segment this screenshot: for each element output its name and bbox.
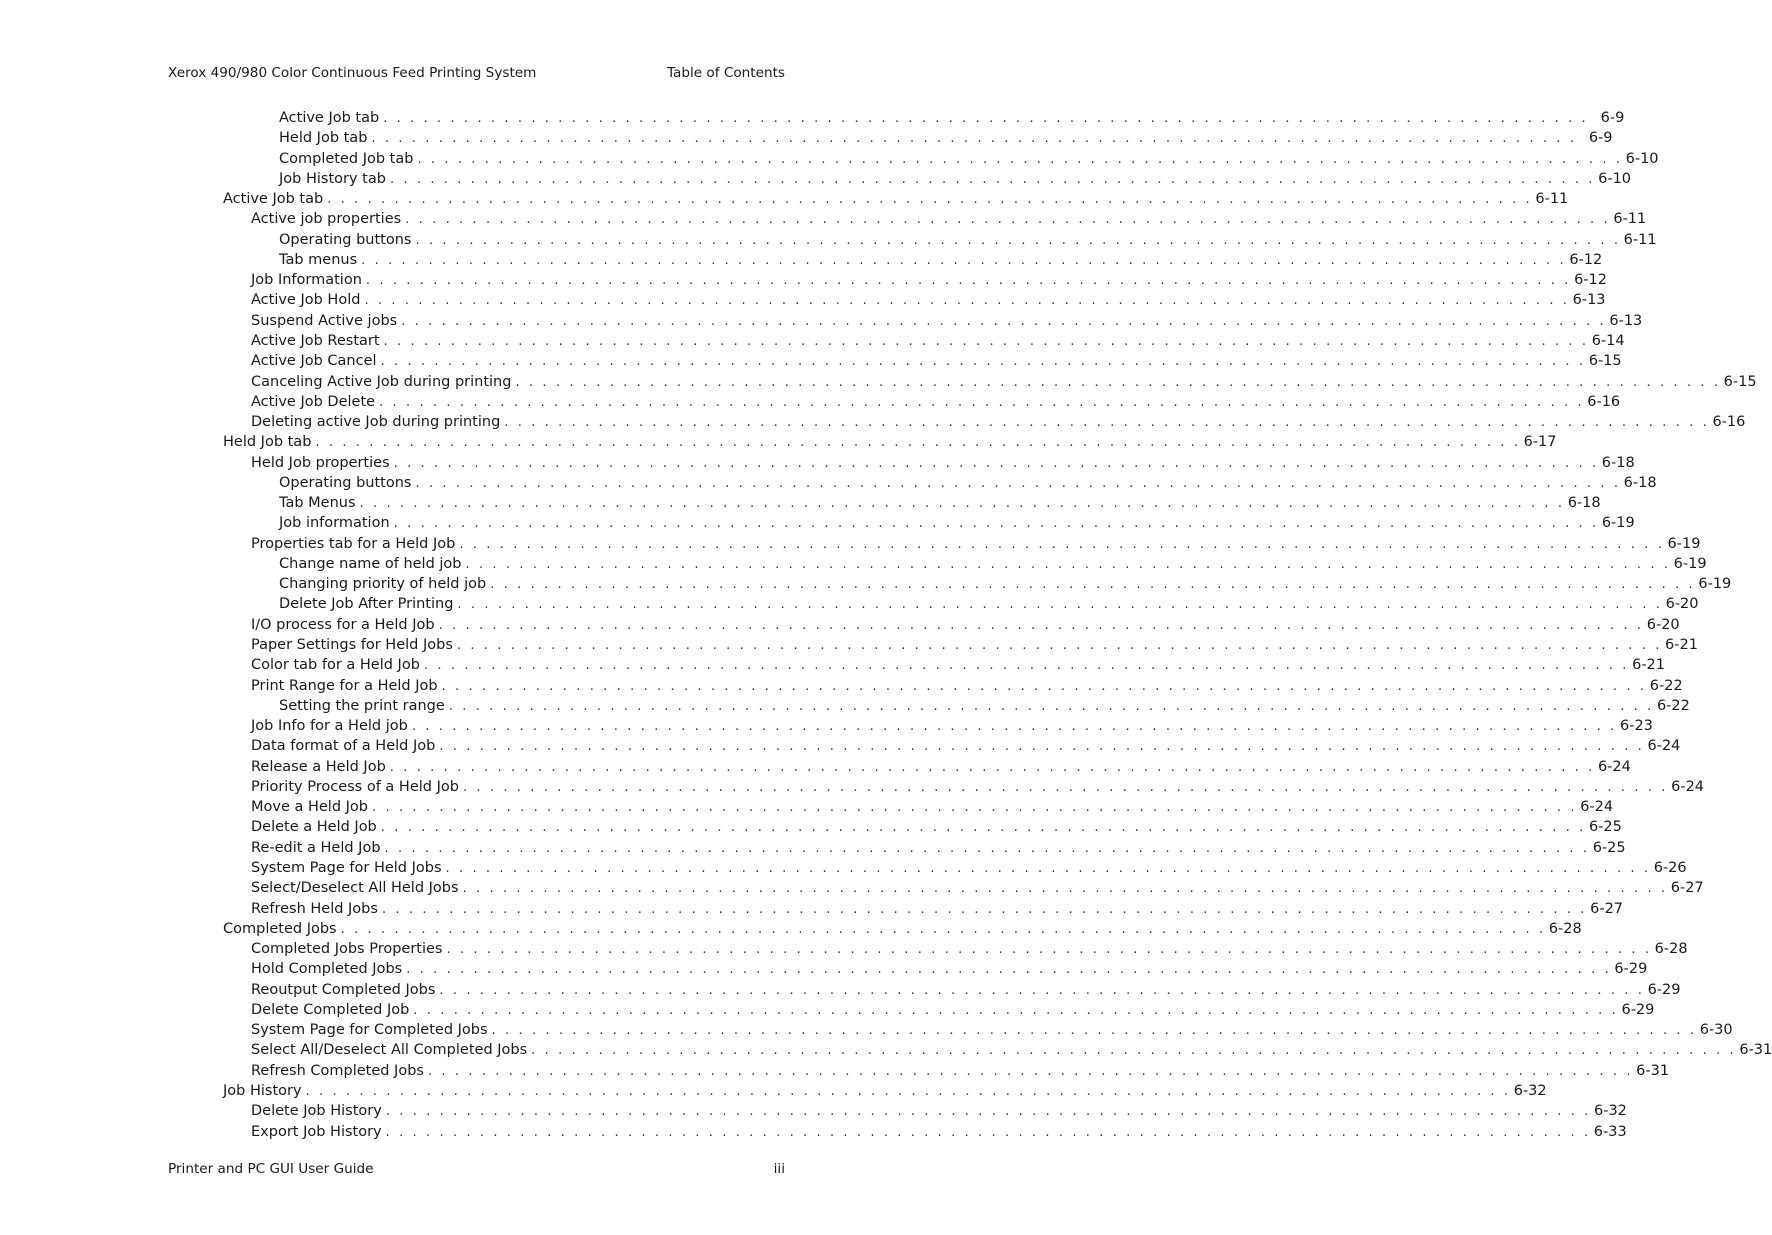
- toc-entry-page: 6-19: [1673, 556, 1707, 572]
- dot-leader: . . . . . . . . . . . . . . . . . . . . . . . . . . . . . . . . . . . . . . . . . . . . . . . . . . . . . . . . . . . . . . . . . . . . . . . . . . . . . . . . . . . . . . . . . .: [406, 962, 1612, 977]
- toc-entry[interactable]: [251, 351, 1622, 371]
- dot-leader: . . . . . . . . . . . . . . . . . . . . . . . . . . . . . . . . . . . . . . . . . . . . . . . . . . . . . . . . . . . . . . . . . . . . . . . . . . . . . . . . . . . . . . . . . .: [462, 881, 1668, 896]
- toc-entry-title: Held Job properties: [251, 455, 390, 471]
- dot-leader: . . . . . . . . . . . . . . . . . . . . . . . . . . . . . . . . . . . . . . . . . . . . . . . . . . . . . . . . . . . . . . . . . . . . . . . . . . . . . . . . . . . . . . . . . .: [417, 152, 1623, 167]
- dot-leader: . . . . . . . . . . . . . . . . . . . . . . . . . . . . . . . . . . . . . . . . . . . . . . . . . . . . . . . . . . . . . . . . . . . . . . . . . . . . . . . . . . . . . . . . . .: [401, 314, 1607, 329]
- toc-entry-page: 6-11: [1623, 232, 1657, 248]
- toc-entry[interactable]: [251, 655, 1666, 675]
- toc-entry-page: 6-31: [1636, 1063, 1670, 1079]
- toc-entry-title: Setting the print range: [279, 698, 445, 714]
- toc-entry[interactable]: [279, 574, 1732, 594]
- toc-entry-title: Changing priority of held job: [279, 576, 487, 592]
- toc-entry[interactable]: [279, 594, 1699, 614]
- toc-entry-title: Active Job Hold: [251, 292, 361, 308]
- dot-leader: . . . . . . . . . . . . . . . . . . . . . . . . . . . . . . . . . . . . . . . . . . . . . . . . . . . . . . . . . . . . . . . . . . . . . . . . . . . . . . . . . . . . . . . . . .: [364, 293, 1570, 308]
- toc-entry-title: Job information: [279, 515, 390, 531]
- toc-entry[interactable]: [279, 473, 1657, 493]
- toc-entry-title: Job Information: [251, 272, 362, 288]
- dot-leader: . . . . . . . . . . . . . . . . . . . . . . . . . . . . . . . . . . . . . . . . . . . . . . . . . . . . . . . . . . . . . . . . . . . . . . . . . . . . . . . . . . . . . . . . . .: [393, 456, 1599, 471]
- page-footer: [168, 1161, 785, 1177]
- toc-entry-page: 6-15: [1723, 374, 1757, 390]
- page-header: [168, 65, 785, 81]
- toc-entry-page: 6-24: [1597, 759, 1631, 775]
- dot-leader: . . . . . . . . . . . . . . . . . . . . . . . . . . . . . . . . . . . . . . . . . . . . . . . . . . . . . . . . . . . . . . . . . . . . . . . . . . . . . . . . . . . . . . . . . .: [372, 800, 1578, 815]
- toc-entry[interactable]: [279, 513, 1635, 533]
- toc-entry-title: Active job properties: [251, 211, 402, 227]
- toc-entry-page: 6-11: [1613, 211, 1647, 227]
- toc-entry-title: Job History tab: [279, 171, 386, 187]
- toc-entry[interactable]: [251, 331, 1625, 351]
- toc-entry-title: Select All/Deselect All Completed Jobs: [251, 1042, 528, 1058]
- toc-entry[interactable]: [251, 939, 1688, 959]
- dot-leader: . . . . . . . . . . . . . . . . . . . . . . . . . . . . . . . . . . . . . . . . . . . . . . . . . . . . . . . . . . . . . . . . . . . . . . . . . . . . . . . . . . . . . . . . . .: [380, 820, 1586, 835]
- toc-entry-page: 6-22: [1656, 698, 1690, 714]
- toc-entry[interactable]: [223, 1081, 1547, 1101]
- dot-leader: . . . . . . . . . . . . . . . . . . . . . . . . . . . . . . . . . . . . . . . . . . . . . . . . . . . . . . . . . . . . . . . . . . . . . . . . . . . . . . . . . . . . . . . . . .: [491, 1023, 1697, 1038]
- toc-entry-page: 6-19: [1601, 515, 1635, 531]
- dot-leader: . . . . . . . . . . . . . . . . . . . . . . . . . . . . . . . . . . . . . . . . . . . . . . . . . . . . . . . . . . . . . . . . . . . . . . . . . . . . . . . . . . . . . . . . . .: [389, 172, 1596, 187]
- toc-entry-title: I/O process for a Held Job: [251, 617, 435, 633]
- header-document-title: Xerox 490/980 Color Continuous Feed Printing System: [168, 65, 537, 81]
- toc-entry-page: 6-18: [1601, 455, 1635, 471]
- toc-entry-page: 6-16: [1587, 394, 1621, 410]
- toc-entry-title: Job History: [223, 1083, 302, 1099]
- toc-entry-page: 6-9: [1588, 130, 1613, 146]
- toc-entry[interactable]: [251, 311, 1643, 331]
- toc-entry[interactable]: [251, 899, 1624, 919]
- dot-leader: . . . . . . . . . . . . . . . . . . . . . . . . . . . . . . . . . . . . . . . . . . . . . . . . . . . . . . . . . . . . . . . . . . . . . . . . . . . . . . . . . . . . . . . . . .: [405, 212, 1611, 227]
- toc-entry-title: Export Job History: [251, 1124, 382, 1140]
- toc-entry[interactable]: [251, 412, 1746, 432]
- toc-entry-page: 6-12: [1574, 272, 1607, 288]
- toc-entry[interactable]: [223, 919, 1582, 939]
- toc-entry[interactable]: [251, 817, 1622, 837]
- dot-leader: . . . . . . . . . . . . . . . . . . . . . . . . . . . . . . . . . . . . . . . . . . . . . . . . . . . . . . . . . . . . . . . . . . . . . . . . . . . . . . . . . . . . . . . . . .: [445, 861, 1651, 876]
- toc-entry-page: 6-30: [1699, 1022, 1733, 1038]
- dot-leader: . . . . . . . . . . . . . . . . . . . . . . . . . . . . . . . . . . . . . . . . . . . . . . . . . . . . . . . . . . . . . . . . . . . . . . . . . . . . . . . . . . . . . . . . . .: [380, 354, 1586, 369]
- toc-entry-title: Completed Jobs Properties: [251, 941, 443, 957]
- toc-entry[interactable]: [251, 290, 1606, 310]
- toc-entry[interactable]: [251, 959, 1648, 979]
- toc-entry[interactable]: [279, 169, 1632, 189]
- toc-entry-title: Re-edit a Held Job: [251, 840, 381, 856]
- dot-leader: . . . . . . . . . . . . . . . . . . . . . . . . . . . . . . . . . . . . . . . . . . . . . . . . . . . . . . . . . . . . . . . . . . . . . . . . . . . . . . . . . . . . . . . . . .: [427, 1064, 1634, 1079]
- toc-entry-title: Tab Menus: [279, 495, 356, 511]
- toc-entry-page: 6-19: [1698, 576, 1732, 592]
- dot-leader: . . . . . . . . . . . . . . . . . . . . . . . . . . . . . . . . . . . . . . . . . . . . . . . . . . . . . . . . . . . . . . . . . . . . . . . . . . . . . . . . . . . . . . . . . .: [383, 334, 1589, 349]
- toc-entry-page: 6-26: [1653, 860, 1687, 876]
- toc-entry[interactable]: [251, 878, 1704, 898]
- toc-entry-page: 6-23: [1620, 718, 1653, 734]
- toc-entry-title: Color tab for a Held Job: [251, 657, 420, 673]
- toc-entry-title: Completed Jobs: [223, 921, 337, 937]
- toc-entry[interactable]: [251, 1020, 1733, 1040]
- dot-leader: . . . . . . . . . . . . . . . . . . . . . . . . . . . . . . . . . . . . . . . . . . . . . . . . . . . . . . . . . . . . . . . . . . . . . . . . . . . . . . . . . . . . . . . . . .: [490, 577, 1696, 592]
- dot-leader: . . . . . . . . . . . . . . . . . . . . . . . . . . . . . . . . . . . . . . . . . . . . . . . . . . . . . . . . . . . . . . . . . . . . . . . . . . . . . . . . . . . . . . . . . .: [393, 516, 1599, 531]
- dot-leader: . . . . . . . . . . . . . . . . . . . . . . . . . . . . . . . . . . . . . . . . . . . . . . . . . . . . . . . . . . . . . . . . . . . . . . . . . . . . . . . . . . . . . . . . . .: [446, 942, 1652, 957]
- dot-leader: . . . . . . . . . . . . . . . . . . . . . . . . . . . . . . . . . . . . . . . . . . . . . . . . . . . . . . . . . . . . . . . . . . . . . . . . . . . . . . . . . . . . . . . . . .: [415, 476, 1621, 491]
- toc-entry[interactable]: [251, 736, 1681, 756]
- toc-entry-page: 6-15: [1588, 353, 1622, 369]
- toc-entry-title: Active Job Restart: [251, 333, 380, 349]
- toc-entry[interactable]: [251, 838, 1626, 858]
- toc-entry-title: Active Job Cancel: [251, 353, 377, 369]
- toc-entry-title: Properties tab for a Held Job: [251, 536, 456, 552]
- toc-entry-title: Suspend Active jobs: [251, 313, 398, 329]
- dot-leader: . . . . . . . . . . . . . . . . . . . . . . . . . . . . . . . . . . . . . . . . . . . . . . . . . . . . . . . . . . . . . . . . . . . . . . . . . . . . . . . . . . . . . . . . . .: [361, 253, 1567, 268]
- toc-entry[interactable]: [279, 493, 1601, 513]
- toc-entry[interactable]: [279, 230, 1657, 250]
- dot-leader: . . . . . . . . . . . . . . . . . . . . . . . . . . . . . . . . . . . . . . . . . . . . . . . . . . . . . . . . . . . . . . . . . . . . . . . . . . . . . . . . . . . . . . . . . .: [504, 415, 1710, 430]
- footer-page-number: iii: [773, 1161, 785, 1177]
- toc-entry-page: 6-20: [1665, 596, 1699, 612]
- toc-entry-page: 6-25: [1592, 840, 1626, 856]
- dot-leader: . . . . . . . . . . . . . . . . . . . . . . . . . . . . . . . . . . . . . . . . . . . . . . . . . . . . . . . . . . . . . . . . . . . . . . . . . . . . . . . . . . . . . . . . . .: [384, 841, 1590, 856]
- toc-entry-page: 6-21: [1665, 637, 1698, 653]
- toc-entry-title: Operating buttons: [279, 475, 412, 491]
- toc-entry-title: Change name of held job: [279, 556, 462, 572]
- toc-entry-title: Paper Settings for Held Jobs: [251, 637, 453, 653]
- toc-entry-title: Active Job Delete: [251, 394, 376, 410]
- toc-entry[interactable]: [251, 1000, 1655, 1020]
- dot-leader: . . . . . . . . . . . . . . . . . . . . . . . . . . . . . . . . . . . . . . . . . . . . . . . . . . . . . . . . . . . . . . . . . . . . . . . . . . . . . . . . . . . . . . . . . .: [462, 780, 1669, 795]
- toc-entry[interactable]: [251, 1101, 1627, 1121]
- toc-entry[interactable]: [251, 392, 1621, 412]
- header-section-title: Table of Contents: [666, 65, 785, 81]
- toc-entry[interactable]: [251, 797, 1614, 817]
- toc-entry[interactable]: [251, 980, 1681, 1000]
- toc-entry-page: 6-29: [1647, 982, 1681, 998]
- toc-entry-page: 6-24: [1580, 799, 1614, 815]
- toc-entry[interactable]: [279, 250, 1603, 270]
- dot-leader: . . . . . . . . . . . . . . . . . . . . . . . . . . . . . . . . . . . . . . . . . . . . . . . . . . . . . . . . . . . . . . . . . . . . . . . . . . . . . . . . . . . . . . . . . .: [439, 983, 1645, 998]
- toc-entry[interactable]: [279, 554, 1707, 574]
- toc-entry-page: 6-10: [1625, 151, 1659, 167]
- toc-entry[interactable]: [251, 1061, 1670, 1081]
- dot-leader: . . . . . . . . . . . . . . . . . . . . . . . . . . . . . . . . . . . . . . . . . . . . . . . . . . . . . . . . . . . . . . . . . . . . . . . . . . . . . . . . . . . . . . . . . .: [385, 1125, 1591, 1140]
- toc-entry[interactable]: [251, 270, 1607, 290]
- dot-leader: . . . . . . . . . . . . . . . . . . . . . . . . . . . . . . . . . . . . . . . . . . . . . . . . . . . . . . . . . . . . . . . . . . . . . . . . . . . . . . . . . . . . . . . . . .: [389, 760, 1595, 775]
- toc-entry-title: Refresh Held Jobs: [251, 901, 378, 917]
- dot-leader: . . . . . . . . . . . . . . . . . . . . . . . . . . . . . . . . . . . . . . . . . . . . . . . . . . . . . . . . . . . . . . . . . . . . . . . . . . . . . . . . . . . . . . . . . .: [383, 111, 1589, 126]
- toc-entry[interactable]: [251, 1040, 1772, 1060]
- toc-entry-page: 6-18: [1567, 495, 1601, 511]
- toc-entry[interactable]: [223, 432, 1557, 452]
- toc-entry[interactable]: [251, 1122, 1627, 1142]
- toc-entry-page: 6-9: [1600, 110, 1625, 126]
- toc-entry[interactable]: [251, 534, 1701, 554]
- toc-entry-title: System Page for Completed Jobs: [251, 1022, 488, 1038]
- toc-entry-page: 6-33: [1593, 1124, 1627, 1140]
- toc-entry-title: Print Range for a Held Job: [251, 678, 438, 694]
- toc-entry-page: 6-18: [1623, 475, 1657, 491]
- toc-entry-title: Operating buttons: [279, 232, 412, 248]
- toc-entry-title: Release a Held Job: [251, 759, 386, 775]
- dot-leader: . . . . . . . . . . . . . . . . . . . . . . . . . . . . . . . . . . . . . . . . . . . . . . . . . . . . . . . . . . . . . . . . . . . . . . . . . . . . . . . . . . . . . . . . . .: [456, 638, 1662, 653]
- toc-entry-title: Tab menus: [279, 252, 358, 268]
- toc-entry-page: 6-14: [1591, 333, 1625, 349]
- toc-entry-title: Delete a Held Job: [251, 819, 377, 835]
- toc-entry-page: 6-27: [1670, 880, 1704, 896]
- toc-entry-page: 6-24: [1671, 779, 1705, 795]
- toc-entry[interactable]: [251, 757, 1631, 777]
- toc-entry-title: Data format of a Held Job: [251, 738, 436, 754]
- dot-leader: . . . . . . . . . . . . . . . . . . . . . . . . . . . . . . . . . . . . . . . . . . . . . . . . . . . . . . . . . . . . . . . . . . . . . . . . . . . . . . . . . . . . . . . . . .: [448, 699, 1654, 714]
- toc-entry-title: Held Job tab: [279, 130, 368, 146]
- toc-entry-title: Deleting active Job during printing: [251, 414, 501, 430]
- toc-entry-title: Active Job tab: [279, 110, 380, 126]
- dot-leader: . . . . . . . . . . . . . . . . . . . . . . . . . . . . . . . . . . . . . . . . . . . . . . . . . . . . . . . . . . . . . . . . . . . . . . . . . . . . . . . . . . . . . . . . . .: [371, 131, 1577, 146]
- toc-entry[interactable]: [251, 777, 1705, 797]
- toc-entry-title: Delete Completed Job: [251, 1002, 410, 1018]
- toc-entry[interactable]: [251, 615, 1680, 635]
- toc-entry-page: 6-10: [1598, 171, 1632, 187]
- dot-leader: . . . . . . . . . . . . . . . . . . . . . . . . . . . . . . . . . . . . . . . . . . . . . . . . . . . . . . . . . . . . . . . . . . . . . . . . . . . . . . . . . . . . . . . . . .: [438, 618, 1644, 633]
- toc-entry-page: 6-28: [1654, 941, 1688, 957]
- toc-entry-page: 6-17: [1523, 434, 1557, 450]
- toc-entry[interactable]: [279, 696, 1690, 716]
- dot-leader: . . . . . . . . . . . . . . . . . . . . . . . . . . . . . . . . . . . . . . . . . . . . . . . . . . . . . . . . . . . . . . . . . . . . . . . . . . . . . . . . . . . . . . . . . .: [515, 375, 1721, 390]
- toc-entry-page: 6-25: [1588, 819, 1622, 835]
- toc-entry-page: 6-21: [1632, 657, 1666, 673]
- toc-entry[interactable]: [223, 189, 1569, 209]
- dot-leader: . . . . . . . . . . . . . . . . . . . . . . . . . . . . . . . . . . . . . . . . . . . . . . . . . . . . . . . . . . . . . . . . . . . . . . . . . . . . . . . . . . . . . . . . . .: [415, 233, 1621, 248]
- dot-leader: . . . . . . . . . . . . . . . . . . . . . . . . . . . . . . . . . . . . . . . . . . . . . . . . . . . . . . . . . . . . . . . . . . . . . . . . . . . . . . . . . . . . . . . . . .: [459, 537, 1665, 552]
- toc-entry-page: 6-13: [1609, 313, 1643, 329]
- toc-entry[interactable]: [251, 453, 1635, 473]
- dot-leader: . . . . . . . . . . . . . . . . . . . . . . . . . . . . . . . . . . . . . . . . . . . . . . . . . . . . . . . . . . . . . . . . . . . . . . . . . . . . . . . . . . . . . . . . . .: [327, 192, 1533, 207]
- toc-entry[interactable]: [251, 209, 1647, 229]
- toc-entry-page: 6-24: [1647, 738, 1681, 754]
- toc-entry-title: Active Job tab: [223, 191, 324, 207]
- toc-entry-title: System Page for Held Jobs: [251, 860, 442, 876]
- dot-leader: . . . . . . . . . . . . . . . . . . . . . . . . . . . . . . . . . . . . . . . . . . . . . . . . . . . . . . . . . . . . . . . . . . . . . . . . . . . . . . . . . . . . . . . . . .: [413, 1003, 1619, 1018]
- footer-guide-title: Printer and PC GUI User Guide: [168, 1161, 374, 1177]
- toc-entry-page: 6-27: [1590, 901, 1624, 917]
- toc-entry-title: Job Info for a Held job: [251, 718, 408, 734]
- toc-entry[interactable]: [279, 108, 1625, 128]
- dot-leader: . . . . . . . . . . . . . . . . . . . . . . . . . . . . . . . . . . . . . . . . . . . . . . . . . . . . . . . . . . . . . . . . . . . . . . . . . . . . . . . . . . . . . . . . . .: [385, 1104, 1591, 1119]
- toc-entry-title: Hold Completed Jobs: [251, 961, 403, 977]
- dot-leader: . . . . . . . . . . . . . . . . . . . . . . . . . . . . . . . . . . . . . . . . . . . . . . . . . . . . . . . . . . . . . . . . . . . . . . . . . . . . . . . . . . . . . . . . . .: [379, 395, 1585, 410]
- dot-leader: . . . . . . . . . . . . . . . . . . . . . . . . . . . . . . . . . . . . . . . . . . . . . . . . . . . . . . . . . . . . . . . . . . . . . . . . . . . . . . . . . . . . . . . . . .: [340, 922, 1546, 937]
- toc-entry[interactable]: [251, 858, 1687, 878]
- toc-entry-page: 6-29: [1614, 961, 1648, 977]
- toc-entry-title: Move a Held Job: [251, 799, 369, 815]
- toc-entry[interactable]: [251, 372, 1757, 392]
- toc-entry-title: Refresh Completed Jobs: [251, 1063, 424, 1079]
- dot-leader: . . . . . . . . . . . . . . . . . . . . . . . . . . . . . . . . . . . . . . . . . . . . . . . . . . . . . . . . . . . . . . . . . . . . . . . . . . . . . . . . . . . . . . . . . .: [305, 1084, 1511, 1099]
- toc-entry-page: 6-19: [1667, 536, 1701, 552]
- toc-entry-page: 6-22: [1649, 678, 1683, 694]
- toc-entry-page: 6-13: [1572, 292, 1606, 308]
- toc-entry[interactable]: [279, 149, 1659, 169]
- toc-entry-page: 6-32: [1513, 1083, 1547, 1099]
- dot-leader: . . . . . . . . . . . . . . . . . . . . . . . . . . . . . . . . . . . . . . . . . . . . . . . . . . . . . . . . . . . . . . . . . . . . . . . . . . . . . . . . . . . . . . . . . .: [315, 435, 1521, 450]
- dot-leader: . . . . . . . . . . . . . . . . . . . . . . . . . . . . . . . . . . . . . . . . . . . . . . . . . . . . . . . . . . . . . . . . . . . . . . . . . . . . . . . . . . . . . . . . . .: [411, 719, 1617, 734]
- dot-leader: . . . . . . . . . . . . . . . . . . . . . . . . . . . . . . . . . . . . . . . . . . . . . . . . . . . . . . . . . . . . . . . . . . . . . . . . . . . . . . . . . . . . . . . . . .: [457, 597, 1663, 612]
- toc-entry-title: Canceling Active Job during printing: [251, 374, 512, 390]
- toc-entry[interactable]: [279, 128, 1613, 148]
- toc-entry-title: Completed Job tab: [279, 151, 414, 167]
- dot-leader: . . . . . . . . . . . . . . . . . . . . . . . . . . . . . . . . . . . . . . . . . . . . . . . . . . . . . . . . . . . . . . . . . . . . . . . . . . . . . . . . . . . . . . . . . .: [531, 1043, 1737, 1058]
- dot-leader: . . . . . . . . . . . . . . . . . . . . . . . . . . . . . . . . . . . . . . . . . . . . . . . . . . . . . . . . . . . . . . . . . . . . . . . . . . . . . . . . . . . . . . . . . .: [365, 273, 1571, 288]
- dot-leader: . . . . . . . . . . . . . . . . . . . . . . . . . . . . . . . . . . . . . . . . . . . . . . . . . . . . . . . . . . . . . . . . . . . . . . . . . . . . . . . . . . . . . . . . . .: [423, 658, 1630, 673]
- toc-entry-title: Delete Job History: [251, 1103, 382, 1119]
- toc-entry-page: 6-32: [1593, 1103, 1627, 1119]
- dot-leader: . . . . . . . . . . . . . . . . . . . . . . . . . . . . . . . . . . . . . . . . . . . . . . . . . . . . . . . . . . . . . . . . . . . . . . . . . . . . . . . . . . . . . . . . . .: [441, 679, 1647, 694]
- dot-leader: . . . . . . . . . . . . . . . . . . . . . . . . . . . . . . . . . . . . . . . . . . . . . . . . . . . . . . . . . . . . . . . . . . . . . . . . . . . . . . . . . . . . . . . . . .: [381, 902, 1588, 917]
- toc-entry-page: 6-20: [1646, 617, 1680, 633]
- toc-entry[interactable]: [251, 635, 1698, 655]
- toc-entry[interactable]: [251, 676, 1683, 696]
- toc-entry-page: 6-28: [1548, 921, 1582, 937]
- toc-entry-page: 6-16: [1712, 414, 1746, 430]
- toc-entry-title: Delete Job After Printing: [279, 596, 454, 612]
- toc-entry-page: 6-31: [1739, 1042, 1772, 1058]
- dot-leader: . . . . . . . . . . . . . . . . . . . . . . . . . . . . . . . . . . . . . . . . . . . . . . . . . . . . . . . . . . . . . . . . . . . . . . . . . . . . . . . . . . . . . . . . . .: [439, 739, 1645, 754]
- toc-entry-page: 6-12: [1569, 252, 1603, 268]
- toc-entry-title: Reoutput Completed Jobs: [251, 982, 436, 998]
- toc-entry-title: Select/Deselect All Held Jobs: [251, 880, 459, 896]
- toc-entry-page: 6-11: [1535, 191, 1569, 207]
- dot-leader: . . . . . . . . . . . . . . . . . . . . . . . . . . . . . . . . . . . . . . . . . . . . . . . . . . . . . . . . . . . . . . . . . . . . . . . . . . . . . . . . . . . . . . . . . .: [359, 496, 1565, 511]
- toc-entry[interactable]: [251, 716, 1653, 736]
- toc-entry-title: Priority Process of a Held Job: [251, 779, 459, 795]
- toc-entry-page: 6-29: [1621, 1002, 1655, 1018]
- toc-entry-title: Held Job tab: [223, 434, 312, 450]
- dot-leader: . . . . . . . . . . . . . . . . . . . . . . . . . . . . . . . . . . . . . . . . . . . . . . . . . . . . . . . . . . . . . . . . . . . . . . . . . . . . . . . . . . . . . . . . . .: [465, 557, 1671, 572]
